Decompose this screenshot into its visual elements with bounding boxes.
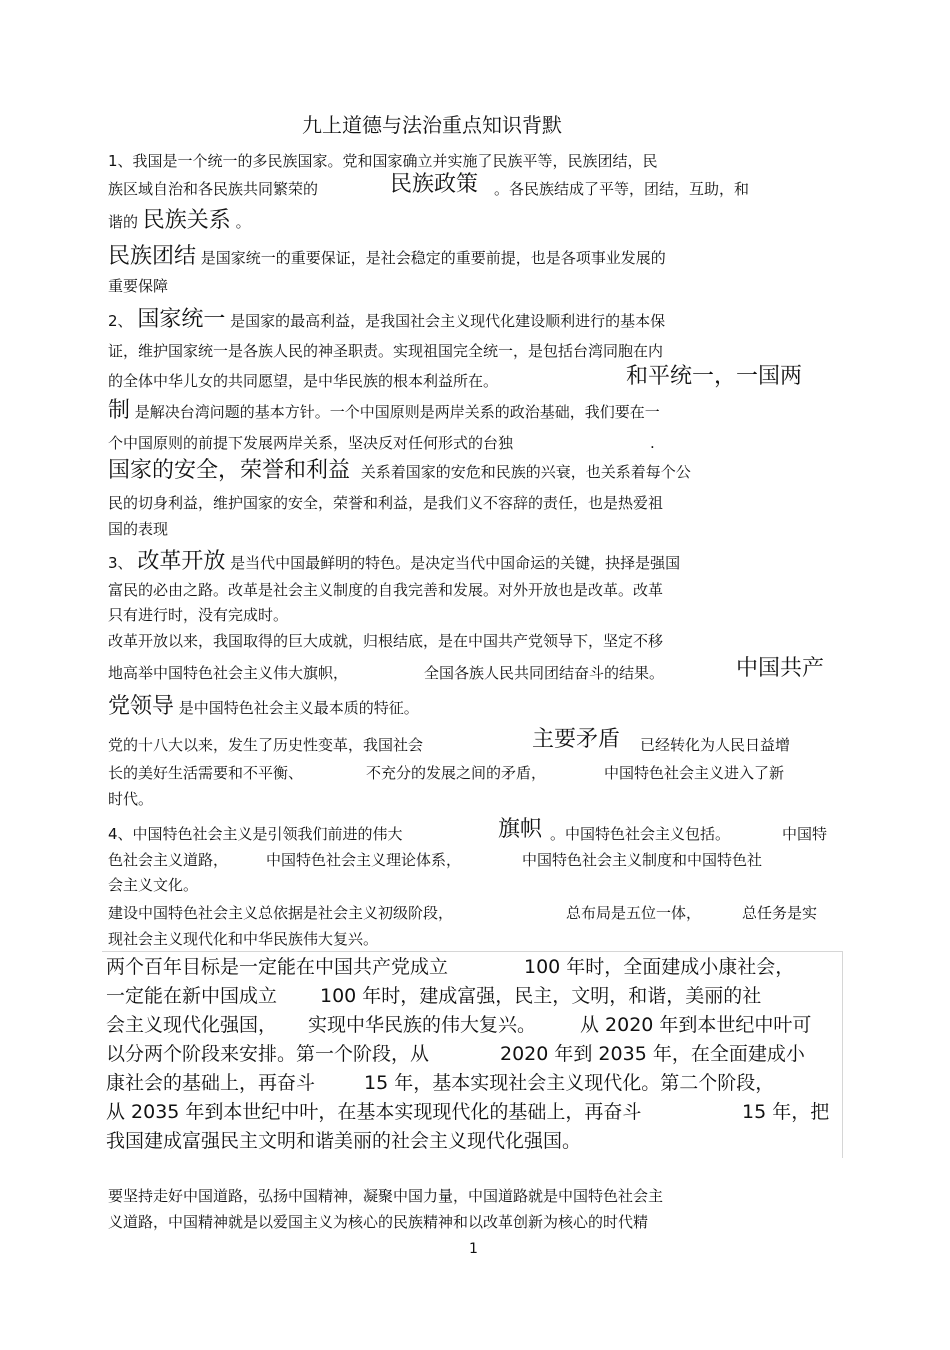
text-run: 是国家统一的重要保证，是社会稳定的重要前提，也是各项事业发展的 [200, 249, 666, 267]
text-run: 只有进行时，没有完成时。 [108, 606, 289, 624]
text-line: 总任务是实 [742, 904, 818, 922]
text-line [108, 210, 251, 233]
text-line [108, 432, 513, 454]
text-run: 是国家的最高利益，是我国社会主义现代化建设顺利进行的基本保 [230, 312, 666, 330]
text-run: 是当代中国最鲜明的特色。是决定当代中国命运的关键，抉择是强国 [230, 554, 681, 572]
text-line: 中国特色社会主义进入了新 [604, 764, 785, 782]
text-run: 3、 [108, 554, 133, 572]
keyword: 民族关系 [142, 208, 231, 233]
box-text-line: 实现中华民族的伟大复兴。 [308, 1014, 537, 1036]
text-line: . [650, 434, 655, 452]
box-text-line: 15 年，基本实现社会主义现代化。第二个阶段， [364, 1072, 775, 1094]
text-line [108, 275, 168, 297]
text-run: 族区域自治和各民族共同繁荣的 [108, 180, 319, 198]
keyword: 民族政策 [390, 172, 479, 197]
text-line: 全国各族人民共同团结奋斗的结果。 [424, 664, 665, 682]
text-line [108, 340, 663, 362]
text-run: 证，维护国家统一是各族人民的神圣职责。实现祖国完全统一，是包括台湾同胞在内 [108, 342, 664, 360]
box-text-line: 从 2035 年到本世纪中叶，在基本实现现代化的基础上，再奋斗 [106, 1101, 642, 1123]
keyword: 改革开放 [137, 549, 226, 574]
text-run: 国的表现 [108, 520, 169, 538]
text-run: 的全体中华儿女的共同愿望，是中华民族的根本利益所在。 [108, 372, 499, 390]
text-line [108, 696, 419, 719]
text-line [108, 788, 153, 810]
text-line: 会主义文化。 [108, 876, 199, 894]
text-line [108, 630, 663, 652]
text-line [108, 150, 658, 172]
box-text-line: 从 2020 年到本世纪中叶可 [580, 1014, 812, 1036]
keyword: 和平统一，一国两 [626, 364, 803, 389]
text-run: 个中国原则的前提下发展两岸关系，坚决反对任何形式的台独 [108, 434, 514, 452]
text-line [108, 604, 288, 626]
text-run: 是中国特色社会主义最本质的特征。 [178, 699, 419, 717]
box-text-line: 康社会的基础上，再奋斗 [106, 1072, 316, 1094]
keyword: 中国共产 [736, 656, 825, 681]
text-line [108, 662, 348, 684]
box-text-line: 100 年时，全面建成小康社会， [524, 956, 795, 978]
text-line [108, 518, 168, 540]
keyword: 国家统一 [137, 307, 226, 332]
text-line: 义道路，中国精神就是以爱国主义为核心的民族精神和以改革创新为核心的时代精 [108, 1213, 649, 1231]
text-line: 。中国特色社会主义包括。 [550, 825, 731, 843]
text-line: 色社会主义道路， [108, 851, 229, 869]
text-line: 建设中国特色社会主义总依据是社会主义初级阶段， [108, 904, 454, 922]
text-line: 中国特色社会主义制度和中国特色社 [522, 851, 763, 869]
text-run: 改革开放以来，我国取得的巨大成就，归根结底，是在中国共产党领导下，坚定不移 [108, 632, 664, 650]
box-text-line: 会主义现代化强国， [106, 1014, 278, 1036]
text-line [108, 460, 691, 483]
text-run: 谐的 [108, 213, 139, 231]
text-run: 党的十八大以来，发生了历史性变革，我国社会 [108, 736, 424, 754]
text-run: 是解决台湾问题的基本方针。一个中国原则是两岸关系的政治基础，我们要在一 [134, 403, 660, 421]
text-line: 总布局是五位一体， [566, 904, 702, 922]
text-line [108, 579, 663, 601]
box-text-line: 两个百年目标是一定能在中国共产党成立 [106, 956, 449, 978]
text-run: 1、我国是一个统一的多民族国家。党和国家确立并实施了民族平等，民族团结，民 [108, 152, 658, 170]
text-line: 4、中国特色社会主义是引领我们前进的伟大 [108, 825, 403, 843]
text-run: 。 [235, 213, 251, 231]
text-run: 时代。 [108, 790, 154, 808]
page-number: 1 [469, 1241, 478, 1257]
keyword: 党领导 [108, 694, 175, 719]
text-run: 重要保障 [108, 277, 169, 295]
box-text-line: 15 年，把 [742, 1101, 830, 1123]
text-line [108, 400, 660, 423]
text-line: 要坚持走好中国道路，弘扬中国精神，凝聚中国力量，中国道路就是中国特色社会主 [108, 1187, 664, 1205]
keyword: 主要矛盾 [532, 727, 621, 752]
text-run: 地高举中国特色社会主义伟大旗帜， [108, 664, 349, 682]
box-text-line: 我国建成富强民主文明和谐美丽的社会主义现代化强国。 [106, 1130, 582, 1152]
page-title: 九上道德与法治重点知识背默 [302, 113, 562, 137]
text-run: 2、 [108, 312, 133, 330]
text-run: 关系着国家的安危和民族的兴衰，也关系着每个公 [360, 463, 691, 481]
text-line [108, 492, 663, 514]
box-text-line: 一定能在新中国成立 [106, 985, 278, 1007]
text-run: 。各民族结成了平等，团结，互助，和 [494, 180, 750, 198]
text-run: 民的切身利益，维护国家的安全，荣誉和利益，是我们义不容辞的责任，也是热爱祖 [108, 494, 664, 512]
keyword: 民族团结 [108, 244, 197, 269]
text-line: 不充分的发展之间的矛盾， [366, 764, 547, 782]
text-line [108, 734, 423, 756]
text-run: 富民的必由之路。改革是社会主义制度的自我完善和发展。对外开放也是改革。改革 [108, 581, 664, 599]
text-line [108, 370, 498, 392]
text-line: 现社会主义现代化和中华民族伟大复兴。 [108, 930, 379, 948]
text-line [108, 551, 680, 574]
text-line [108, 309, 665, 332]
box-text-line: 以分两个阶段来安排。第一个阶段，从 [106, 1043, 430, 1065]
text-line [494, 178, 749, 200]
keyword: 旗帜 [498, 817, 543, 842]
box-text-line: 2020 年到 2035 年，在全面建成小 [500, 1043, 805, 1065]
box-text-line: 100 年时，建成富强，民主，文明，和谐，美丽的社 [320, 985, 762, 1007]
keyword: 制 [108, 398, 131, 423]
text-line: 长的美好生活需要和不平衡、 [108, 764, 304, 782]
text-line: 中国特 [782, 825, 828, 843]
keyword: 国家的安全，荣誉和利益 [108, 458, 351, 483]
text-line: 已经转化为人民日益增 [640, 736, 791, 754]
text-line: 中国特色社会主义理论体系， [266, 851, 462, 869]
text-line [108, 246, 666, 269]
text-line [108, 178, 318, 200]
